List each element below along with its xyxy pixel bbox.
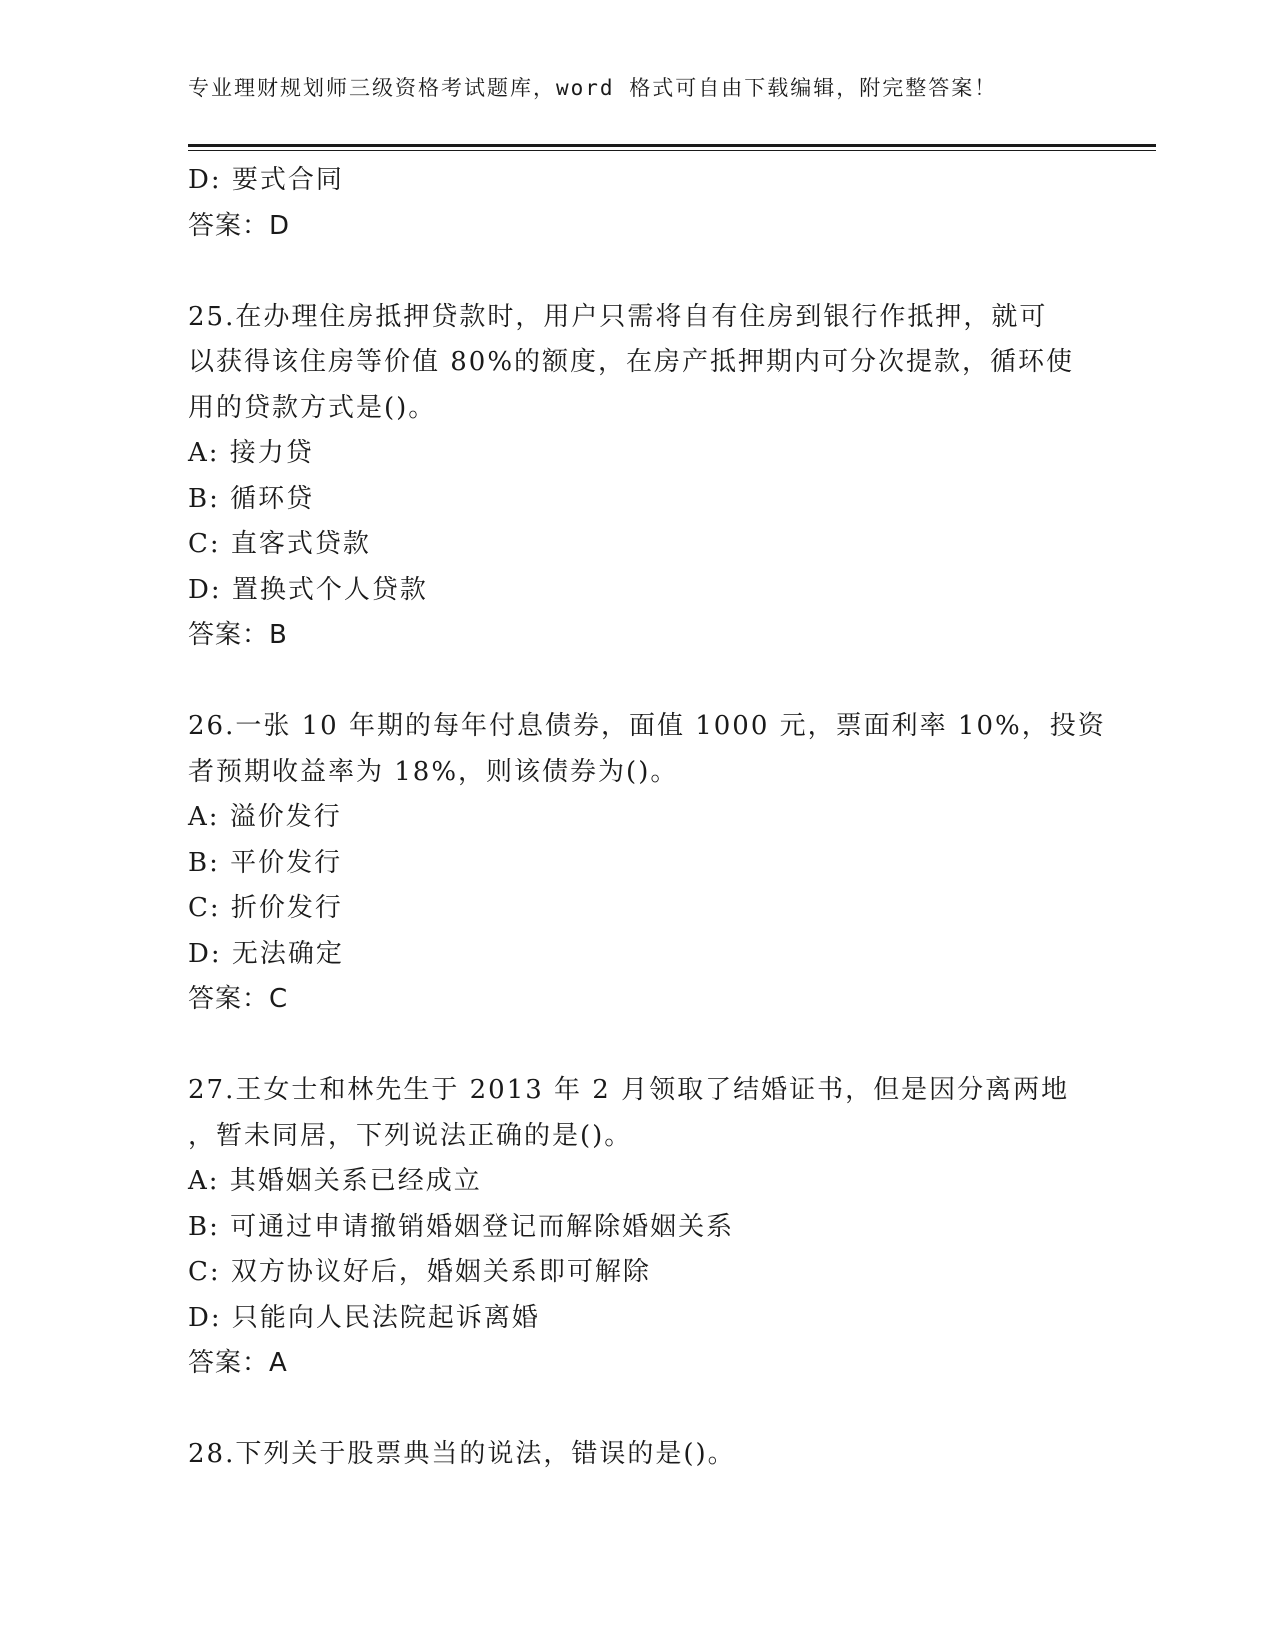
- question-stem-line: 25.在办理住房抵押贷款时，用户只需将自有住房到银行作抵押，就可: [188, 301, 1048, 332]
- header-rule-thick: [188, 144, 1156, 147]
- page-header: 专业理财规划师三级资格考试题库，word 格式可自由下载编辑，附完整答案！: [188, 76, 998, 100]
- question-stem-line: 27.王女士和林先生于 2013 年 2 月领取了结婚证书，但是因分离两地: [188, 1075, 1070, 1105]
- spacer: [188, 1023, 1108, 1069]
- option-b: B: 平价发行: [188, 847, 343, 878]
- option-a: A: 溢价发行: [188, 802, 342, 832]
- option-a: A: 接力贷: [188, 438, 314, 468]
- option-d: D: 只能向人民法院起诉离婚: [188, 1302, 540, 1333]
- spacer: [188, 1387, 1108, 1433]
- header-rule-thin: [188, 150, 1156, 151]
- question-content: [188, 158, 1108, 1478]
- option-b: B: 循环贷: [188, 483, 315, 514]
- option-c: C: 折价发行: [188, 893, 343, 923]
- option-a: A: 其婚姻关系已经成立: [188, 1166, 482, 1196]
- question-stem-line: ，暂未同居，下列说法正确的是()。: [188, 1120, 633, 1151]
- option-d: D: 无法确定: [188, 938, 344, 969]
- question-25: [188, 295, 1108, 659]
- spacer: [188, 659, 1108, 705]
- answer-line: 答案：A: [188, 1348, 288, 1378]
- question-stem-line: 用的贷款方式是()。: [188, 392, 437, 423]
- question-stem-line: 以获得该住房等价值 80%的额度，在房产抵押期内可分次提款，循环使: [188, 347, 1075, 377]
- option-line: D: 要式合同: [188, 165, 344, 195]
- answer-line: 答案：C: [188, 984, 289, 1014]
- answer-line: 答案：D: [188, 210, 291, 241]
- question-stem-line: 26.一张 10 年期的每年付息债券，面值 1000 元，票面利率 10%，投资: [188, 711, 1106, 741]
- question-stem-line: 者预期收益率为 18%，则该债券为()。: [188, 756, 679, 787]
- question-27: [188, 1068, 1108, 1387]
- question-stem-line: 28.下列关于股票典当的说法，错误的是()。: [188, 1439, 736, 1469]
- question-28: [188, 1432, 1108, 1478]
- option-b: B: 可通过申请撤销婚姻登记而解除婚姻关系: [188, 1211, 735, 1242]
- answer-line: 答案：B: [188, 620, 288, 650]
- option-c: C: 双方协议好后，婚姻关系即可解除: [188, 1257, 651, 1287]
- spacer: [188, 249, 1108, 295]
- option-d: D: 置换式个人贷款: [188, 574, 428, 605]
- option-c: C: 直客式贷款: [188, 529, 371, 559]
- question-26: [188, 704, 1108, 1023]
